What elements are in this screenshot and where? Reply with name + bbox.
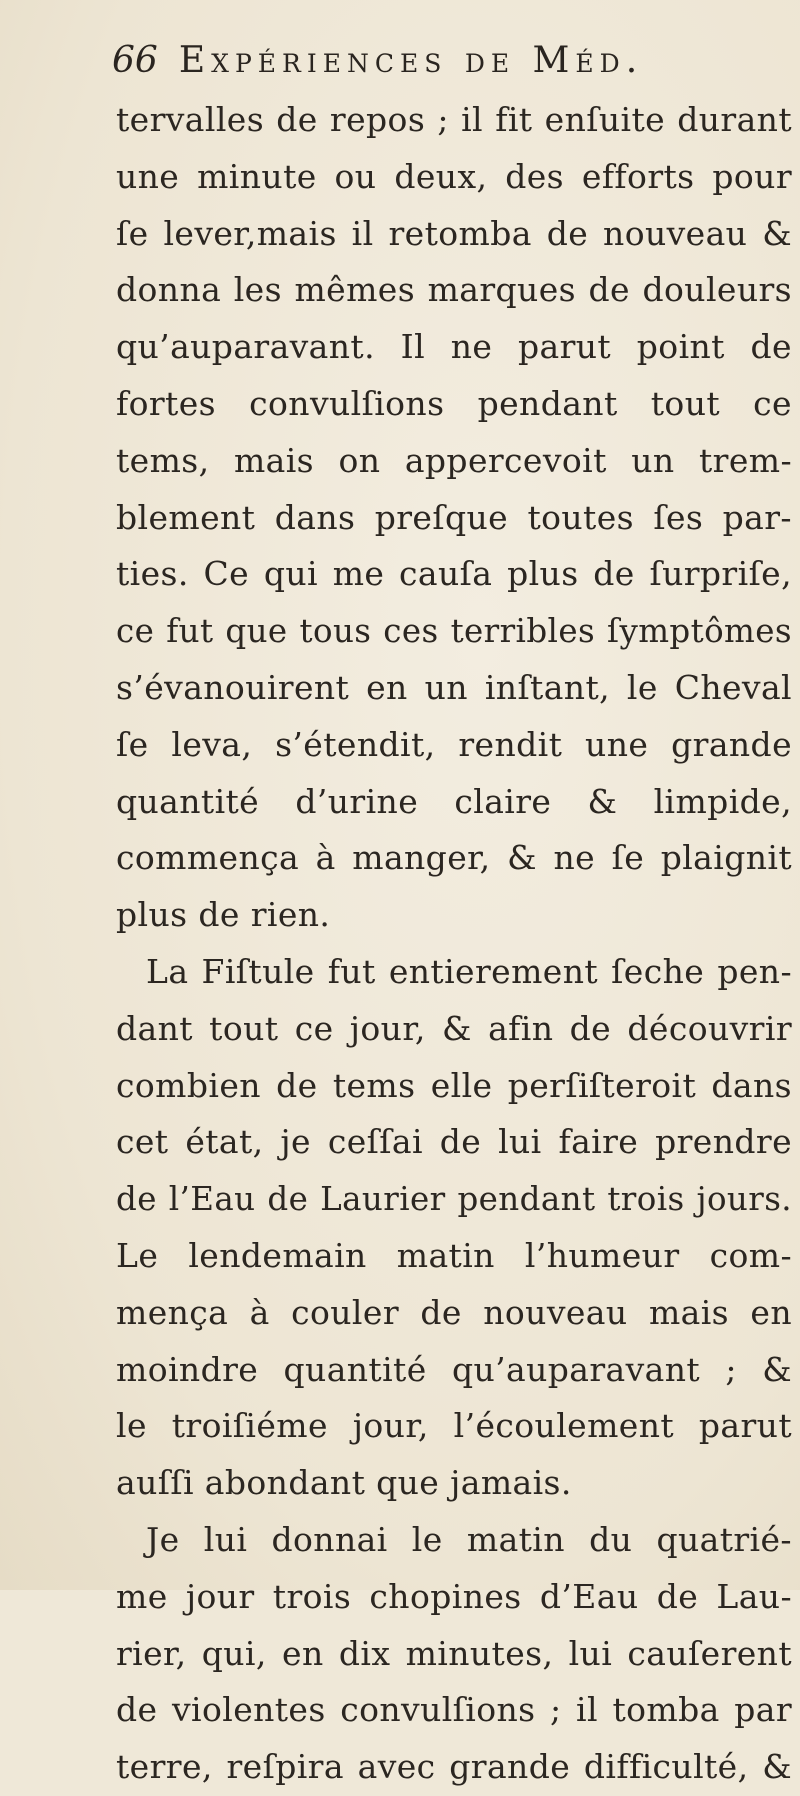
page-number: 66 — [112, 40, 158, 81]
text-line: de violentes convulſions ; il tomba par — [116, 1690, 792, 1730]
text-line: cet état, je ceſſai de lui faire prendre — [116, 1122, 792, 1162]
text-line: fortes convulſions pendant tout ce — [116, 383, 792, 423]
text-line: s’évanouirent en un inſtant, le Cheval — [116, 667, 792, 707]
text-line: ce fut que tous ces terribles ſymptômes — [116, 612, 792, 651]
text-line: La Fiſtule fut entierement ſeche pen- — [146, 951, 792, 991]
text-line: me jour trois chopines d’Eau de Lau- — [116, 1576, 792, 1616]
running-head: Expériences de Méd. — [178, 40, 644, 81]
page-header — [112, 40, 792, 96]
text-line: ſe leva, s’étendit, rendit une grande — [116, 724, 792, 764]
text-line: combien de tems elle perſiſteroit dans — [116, 1065, 792, 1105]
text-line: ſe lever,mais il retomba de nouveau & — [116, 213, 792, 253]
text-line: quantité d’urine claire & limpide, — [116, 781, 792, 821]
text-line: commença à manger, & ne ſe plaignit — [116, 838, 792, 878]
text-line: dant tout ce jour, & afin de découvrir — [116, 1008, 792, 1048]
text-line: auſſi abondant que jamais. — [116, 1463, 572, 1503]
text-line: qu’auparavant. Il ne parut point de — [116, 327, 792, 367]
text-line: blement dans preſque toutes ſes par- — [116, 497, 792, 537]
text-line: plus de rien. — [116, 895, 331, 935]
text-line: le troiſiéme jour, l’écoulement parut — [116, 1406, 792, 1446]
text-line: de l’Eau de Laurier pendant trois jours. — [116, 1180, 792, 1219]
text-line: Je lui donnai le matin du quatrié- — [146, 1519, 792, 1559]
text-line: terre, reſpira avec grande difficulté, & — [116, 1747, 792, 1787]
text-line: une minute ou deux, des efforts pour — [116, 156, 792, 196]
text-line: mença à couler de nouveau mais en — [116, 1292, 792, 1332]
text-line: rier, qui, en dix minutes, lui cauſerent — [116, 1633, 792, 1673]
text-line: Le lendemain matin l’humeur com- — [116, 1235, 792, 1275]
text-line: tems, mais on appercevoit un trem- — [116, 440, 792, 480]
text-line: donna les mêmes marques de douleurs — [116, 270, 792, 310]
text-line: ties. Ce qui me cauſa plus de ſurpriſe, — [116, 554, 792, 594]
text-line: tervalles de repos ; il fit enſuite durant — [116, 100, 792, 139]
body-text — [116, 92, 792, 1796]
text-line: moindre quantité qu’auparavant ; & — [116, 1349, 792, 1389]
